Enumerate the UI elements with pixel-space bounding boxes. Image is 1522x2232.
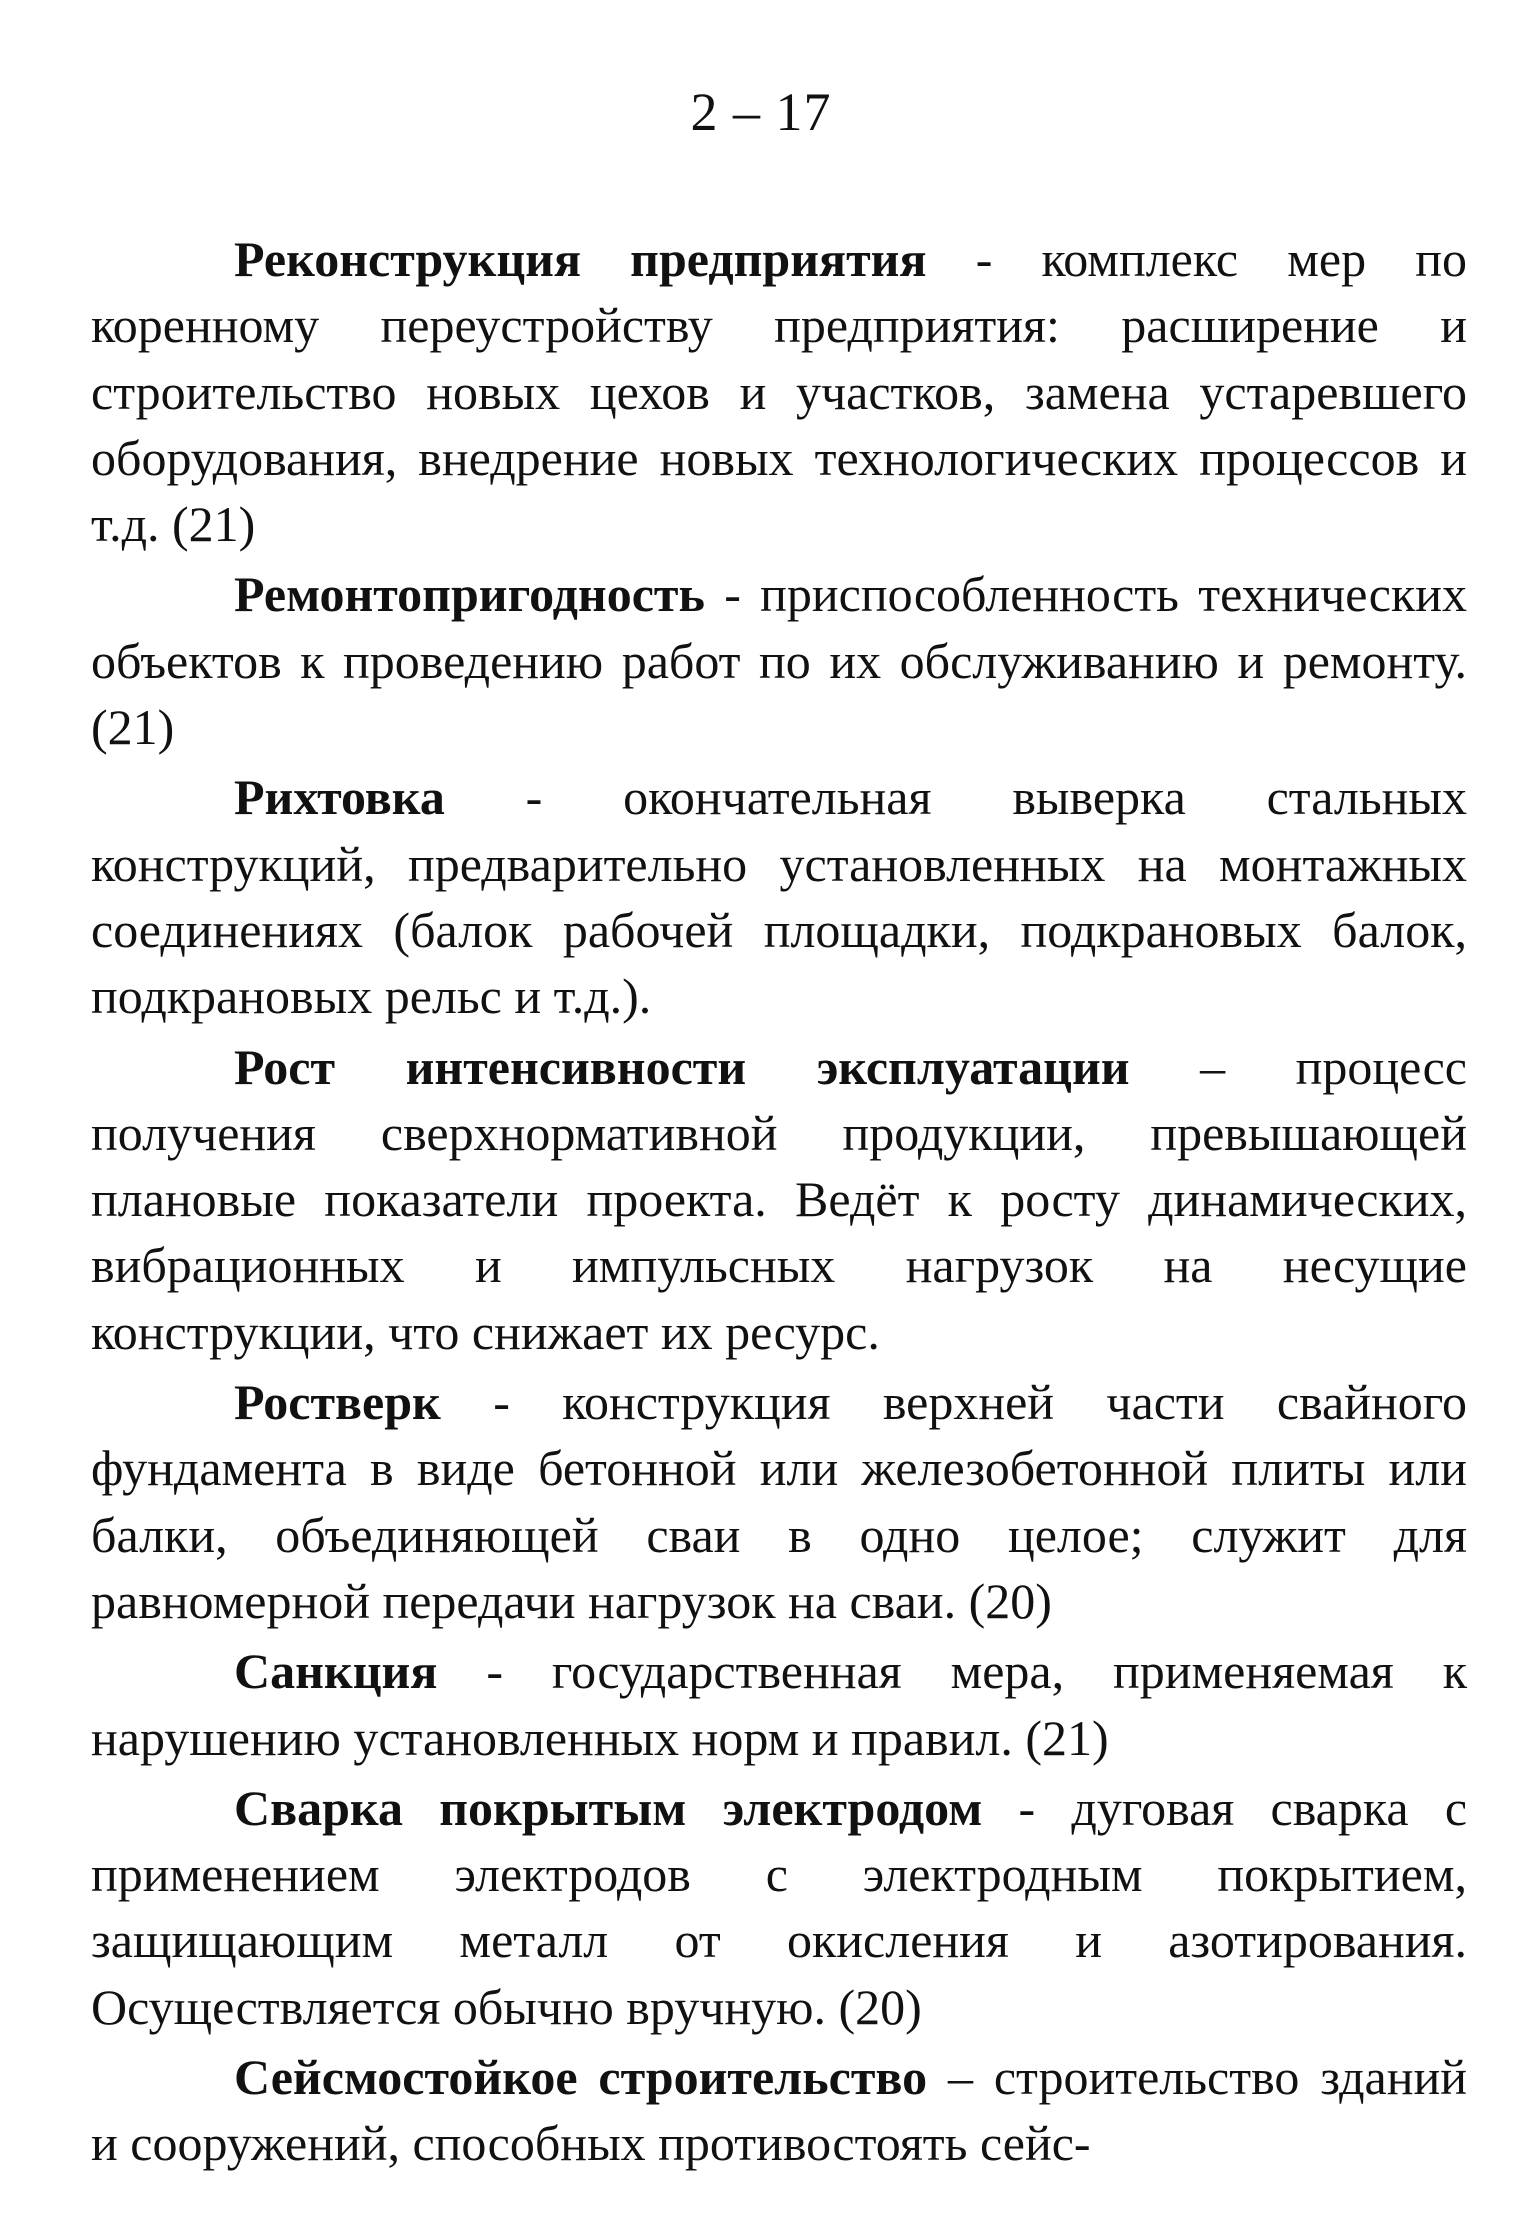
entry-term: Рост интенсивности эксплуатации [234, 1038, 1130, 1095]
glossary-entry [91, 1775, 1467, 2040]
entry-definition: - окончательная выверка стальных конструкций, предварительно установленных на монтажных соединениях (балок рабочей площадки, подкрановых балок, подкрановых рельс и т.д.). [91, 769, 1467, 1025]
entry-term: Реконструкция предприятия [234, 231, 927, 287]
entry-definition: - дуговая сварка с применением электродов с электродным покрытием, защищающим металл от окисления и азотирования. Осуществляется обычно вручную. [91, 1779, 1468, 2035]
entry-term: Сварка покрытым электродом [234, 1779, 983, 1836]
entry-definition: - приспособленность технических объектов к проведению работ по их обслуживанию и ремонту. [91, 566, 1467, 689]
entry-term: Ремонтопригодность [234, 566, 705, 623]
entry-reference: (20) [968, 1572, 1052, 1629]
entry-reference: (21) [172, 496, 256, 553]
glossary-content [91, 226, 1467, 2181]
entry-definition: - конструкция верхней части свайного фундамента в виде бетонной или железобетонной плиты или балки, объединяющей сваи в одно целое; служит для равномерной передачи нагрузок на сваи. [91, 1374, 1467, 1629]
entry-reference: (21) [1025, 1709, 1109, 1766]
glossary-entry [91, 1369, 1467, 1634]
entry-definition: - комплекс мер по коренному переустройству предприятия: расширение и строительство новых цехов и участков, замена устаревшего оборудования, внедрение новых технологических процессов и т.д. [91, 231, 1468, 553]
glossary-entry [91, 226, 1467, 557]
page-number: 2 – 17 [690, 82, 832, 142]
entry-definition: - государственная мера, применяемая к нарушению установленных норм и правил. [91, 1643, 1467, 1766]
entry-term: Сейсмостойкое строительство [234, 2049, 928, 2106]
glossary-entry [91, 561, 1467, 760]
glossary-entry [91, 1034, 1467, 1365]
glossary-entry [91, 2044, 1467, 2177]
entry-term: Рихтовка [234, 769, 445, 826]
entry-definition: – строительство зданий и сооружений, способных противостоять сейс- [91, 2049, 1467, 2172]
entry-term: Санкция [234, 1643, 438, 1700]
entry-reference: (20) [838, 1978, 922, 2035]
entry-reference: (21) [91, 699, 175, 756]
glossary-entry [91, 1638, 1467, 1771]
entry-term: Ростверк [234, 1374, 441, 1431]
glossary-entry [91, 764, 1467, 1029]
entry-definition: – процесс получения сверхнормативной продукции, превышающей плановые показатели проекта. Ведёт к росту динамических, вибрационных и импульсных нагрузок на несущие конструкции, что снижает их ресурс. [91, 1038, 1467, 1360]
